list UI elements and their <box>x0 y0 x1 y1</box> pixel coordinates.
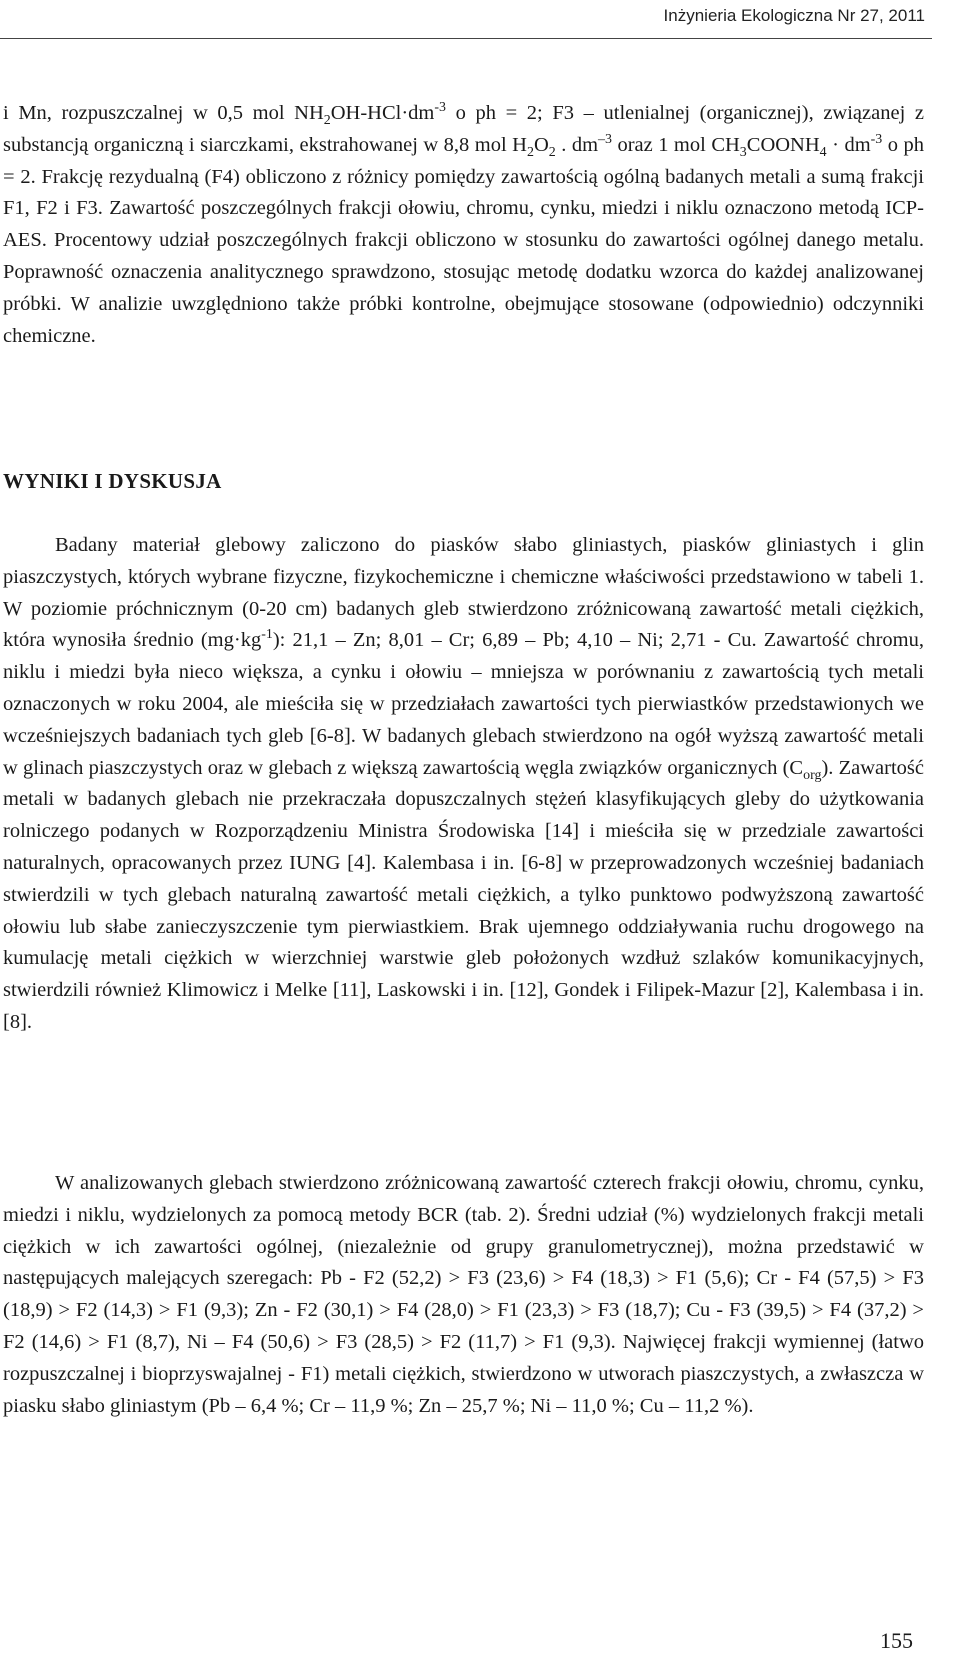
text-run: o ph = 2. Frakcję rezydualną (F4) obliczono z różnicy pomiędzy zawartością ogólną badanych metali a sumą frakcji F1, F2 i F3. Zawartość poszczególnych frakcji ołowiu, chromu, cynku, miedzi i niklu oznaczono metodą ICP-AES. Procentowy udział poszczególnych frakcji obliczono w stosunku do zawartości ogólnej danego metalu. Poprawność oznaczenia analitycznego sprawdzono, stosując metodę dodatku wzorca do każdej analizowanej próbki. W analizie uwzględniono także próbki kontrolne, obejmujące stosowane (odpowiednio) odczynniki chemiczne. <box>3 133 924 347</box>
paragraph-results <box>3 530 924 1039</box>
text-run: ): 21,1 – Zn; 8,01 – Cr; 6,89 – Pb; 4,10 – Ni; 2,71 - Cu. Zawartość chromu, niklu i miedzi była nieco większa, a cynku i ołowiu – mniejsza w porównaniu z zawartością tych metali oznaczonych w roku 2004, ale mieściła się w przedziałach zawartości tych pierwiastków przedstawionych we wcześniejszych badaniach tych gleb [6-8]. W badanych glebach stwierdzono na ogół wyższą zawartość metali w glinach piaszczystych oraz w glebach z większą zawartością węgla związków organicznych (C <box>3 629 924 779</box>
text-run: Badany materiał glebowy zaliczono do piasków słabo gliniastych, piasków gliniastych i glin piaszczystych, których wybrane fizyczne, fizykochemiczne i chemiczne właściwości przedstawiono w tabeli 1. W poziomie próchnicznym (0-20 cm) badanych gleb stwierdzono zróżnicowaną zawartość metali ciężkich, która wynosiła średnio (mg·kg <box>3 534 924 652</box>
superscript: -3 <box>434 100 446 116</box>
subscript: 2 <box>526 144 534 160</box>
text-run: · dm <box>826 133 871 156</box>
superscript: -1 <box>261 627 273 643</box>
subscript: org <box>803 767 822 783</box>
paragraph-fractions: W analizowanych glebach stwierdzono zróżnicowaną zawartość czterech frakcji ołowiu, chromu, cynku, miedzi i niklu, wydzielonych za pomocą metody BCR (tab. 2). Średni udział (%) wydzielonych frakcji metali ciężkich w ich zawartości ogólnej, (niezależnie od grupy granulometrycznej), można przedstawić w następujących malejących szeregach: Pb - F2 (52,2) > F3 (23,6) > F4 (18,3) > F1 (5,6); Cr - F4 (57,5) > F3 (18,9) > F2 (14,3) > F1 (9,3); Zn - F2 (30,1) > F4 (28,0) > F1 (23,3) > F3 (18,7); Cu - F3 (39,5) > F4 (37,2) > F2 (14,6) > F1 (8,7), Ni – F4 (50,6) > F3 (28,5) > F2 (11,7) > F1 (9,3). Najwięcej frakcji wymiennej (łatwo rozpuszczalnej i bioprzyswajalnej - F1) metali ciężkich, stwierdzono w utworach piaszczystych, a zwłaszcza w piasku słabo gliniastym (Pb – 6,4 %; Cr – 11,9 %; Zn – 25,7 %; Ni – 11,0 %; Cu – 11,2 %). <box>3 1172 924 1417</box>
subscript: 3 <box>739 144 747 160</box>
page-number: 155 <box>880 1628 913 1653</box>
superscript: –3 <box>598 131 612 147</box>
text-run: oraz 1 mol CH <box>611 133 740 156</box>
header-divider <box>0 38 932 39</box>
text-run: o ph = 2; F3 – utlenialnej (organicznej), związanej z substancją organiczną i siarczkami, ekstrahowanej w 8,8 mol H <box>3 102 924 156</box>
text-run: COONH <box>746 133 820 156</box>
subscript: 2 <box>323 113 331 129</box>
paragraph-methods-continued <box>3 98 924 352</box>
running-header: Inżynieria Ekologiczna Nr 27, 2011 <box>663 6 925 25</box>
text-run: ). Zawartość metali w badanych glebach nie przekraczała dopuszczalnych stężeń klasyfikujących gleby do użytkowania rolniczego podanych w Rozporządzeniu Ministra Środowiska [14] i mieściła się w przedziale zawartości naturalnych, opracowanych przez IUNG [4]. Kalembasa i in. [6-8] w przeprowadzonych wcześniej badaniach stwierdzili w tych glebach naturalną zawartość metali ciężkich, a tylko punktowo podwyższoną zawartość ołowiu lub słabe zanieczyszczenie tym pierwiastkiem. Brak ujemnego oddziaływania ruchu drogowego na kumulację metali ciężkich w wierzchniej warstwie gleb położonych wzdłuż szlaków komunikacyjnych, stwierdzili również Klimowicz i Melke [11], Laskowski i in. [12], Gondek i Filipek-Mazur [2], Kalembasa i in. [8]. <box>3 756 924 1033</box>
text-run: i Mn, rozpuszczalnej w 0,5 mol NH <box>3 102 324 124</box>
superscript: -3 <box>870 131 883 147</box>
section-heading: WYNIKI I DYSKUSJA <box>3 469 222 493</box>
subscript: 4 <box>819 144 827 160</box>
text-run: OH-HCl·dm <box>330 102 435 124</box>
subscript: 2 <box>548 144 556 160</box>
text-run: O <box>533 133 549 156</box>
text-run: . dm <box>555 133 599 156</box>
